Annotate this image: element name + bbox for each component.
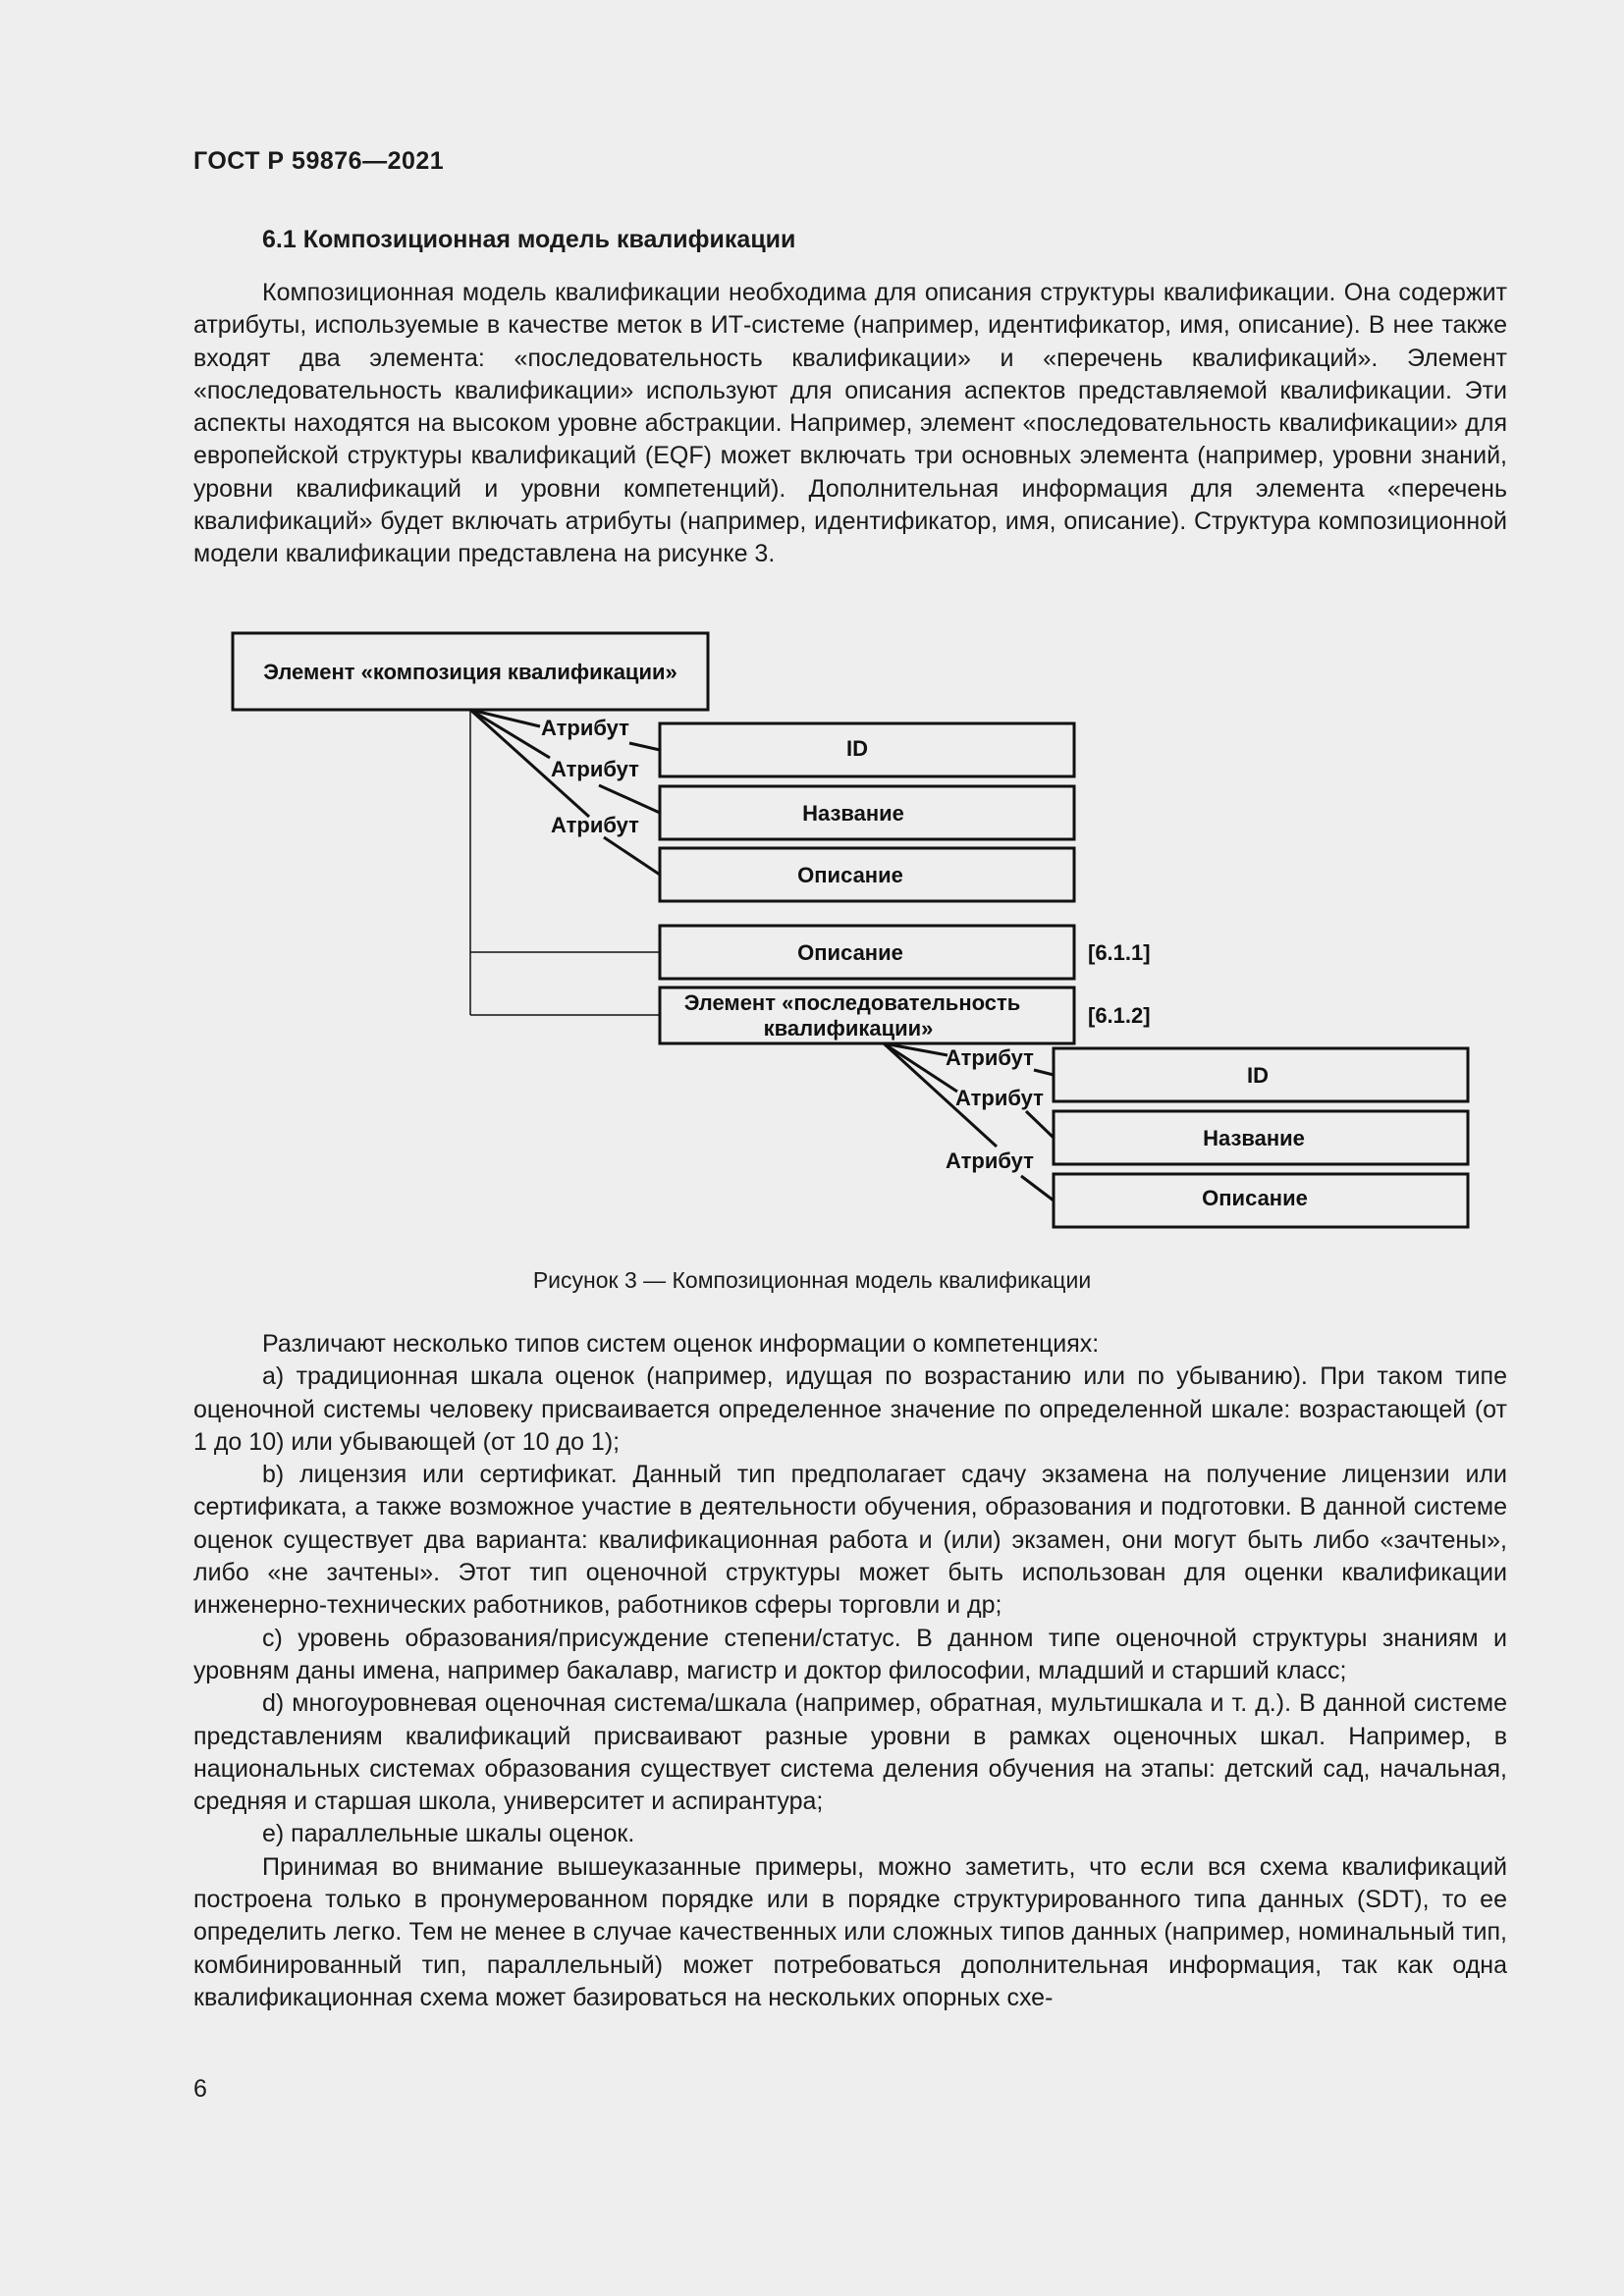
attr-box-id	[660, 723, 1074, 776]
sequence-box-line2: квалификации»	[763, 1016, 934, 1041]
sub-attr-label-2: Атрибут	[955, 1086, 1044, 1110]
sub-attr-box-name	[1054, 1111, 1468, 1164]
sub-attr-id-label: ID	[1247, 1063, 1269, 1088]
attr-label-3: Атрибут	[551, 813, 639, 837]
sub-attr-box-description	[1054, 1174, 1468, 1227]
attr-label-2: Атрибут	[551, 757, 639, 781]
intro-paragraph	[193, 277, 1507, 571]
sequence-element-box	[660, 988, 1074, 1043]
list-item-e: e) параллельные шкалы оценок.	[262, 1820, 635, 1848]
sub-attr-description-label: Описание	[1202, 1186, 1308, 1210]
list-item-a: a) традиционная шкала оценок (например, идущая по возрастанию или по убыванию). При таком типе оценочной системы человеку присваивается определенное значение по определенной шкале: возрастающей (от 1 до 10) или убывающей (от 10 до 1);	[193, 1362, 1507, 1456]
list-intro: Различают несколько типов систем оценок информации о компетенциях:	[262, 1330, 1100, 1358]
root-element-label: Элемент «композиция квалификации»	[263, 660, 677, 684]
attr-label-1: Атрибут	[541, 716, 629, 740]
page-number: 6	[193, 2075, 207, 2103]
sequence-box-line1: Элемент «последовательность	[683, 990, 1021, 1015]
attr-name-label: Название	[802, 801, 904, 826]
description-ref: [6.1.1]	[1088, 940, 1151, 965]
intro-text: Композиционная модель квалификации необходима для описания структуры квалификации. Она содержит атрибуты, используемые в качестве меток в ИТ-системе (например, идентификатор, имя, описание). В нее также входят два элемента: «последовательность квалификации» и «перечень квалификаций». Элемент «последовательность квалификации» используют для описания аспектов представляемой квалификации. Эти аспекты находятся на высоком уровне абстракции. Например, элемент «последовательность квалификации» для европейской структуры квалификаций (EQF) может включать три основных элемента (например, уровни знаний, уровни квалификаций и уровни компетенций). Дополнительная информация для элемента «перечень квалификаций» будет включать атрибуты (например, идентификатор, имя, описание). Структура композиционной модели квалификации представлена на рисунке 3.	[193, 279, 1507, 568]
root-element-box	[233, 633, 708, 710]
description-box	[660, 926, 1074, 979]
list-item-d: d) многоуровневая оценочная система/шкала (например, обратная, мультишкала и т. д.). В данной системе представлениям квалификаций присваивают разные уровни в рамках оценочных шкал. Например, в национальных системах образования существует система деления обучения на этапы: детский сад, начальная, средняя и старшая школа, университет и аспирантура;	[193, 1689, 1507, 1816]
sub-attr-name-label: Название	[1203, 1126, 1305, 1150]
attr-description-label: Описание	[797, 863, 903, 887]
sequence-ref: [6.1.2]	[1088, 1003, 1151, 1028]
attr-box-name	[660, 786, 1074, 839]
closing-paragraph: Принимая во внимание вышеуказанные примеры, можно заметить, что если вся схема квалификаций построена только в пронумерованном порядке или в порядке структурированного типа данных (SDT), то ее определить легко. Тем не менее в случае качественных или сложных типов данных (например, номинальный тип, комбинированный тип, параллельный) может потребоваться дополнительная информация, так как одна квалификационная схема может базироваться на нескольких опорных схе-	[193, 1852, 1507, 2011]
description-box-label: Описание	[797, 940, 903, 965]
section-title: 6.1 Композиционная модель квалификации	[262, 226, 796, 253]
sub-attr-box-id	[1054, 1048, 1468, 1101]
sub-attr-label-3: Атрибут	[946, 1148, 1034, 1173]
figure-caption: Рисунок 3 — Композиционная модель квалификации	[532, 1267, 1092, 1293]
document-header: ГОСТ Р 59876—2021	[193, 147, 445, 175]
list-item-c: c) уровень образования/присуждение степени/статус. В данном типе оценочной структуры знаниям и уровням даны имена, например бакалавр, магистр и доктор философии, младший и старший класс;	[193, 1624, 1507, 1684]
list-item-b: b) лицензия или сертификат. Данный тип предполагает сдачу экзамена на получение лицензии или сертификата, а также возможное участие в деятельности обучения, образования и подготовки. В данной системе оценок существует два варианта: квалификационная работа и (или) экзамен, они могут быть либо «зачтены», либо «не зачтены». Этот тип оценочной структуры может быть использован для оценки квалификации инженерно-технических работников, работников сферы торговли и др;	[193, 1461, 1507, 1620]
assessment-types-section	[193, 1328, 1507, 2014]
attr-id-label: ID	[846, 736, 868, 761]
sub-attr-label-1: Атрибут	[946, 1045, 1034, 1070]
attr-box-description	[660, 848, 1074, 901]
